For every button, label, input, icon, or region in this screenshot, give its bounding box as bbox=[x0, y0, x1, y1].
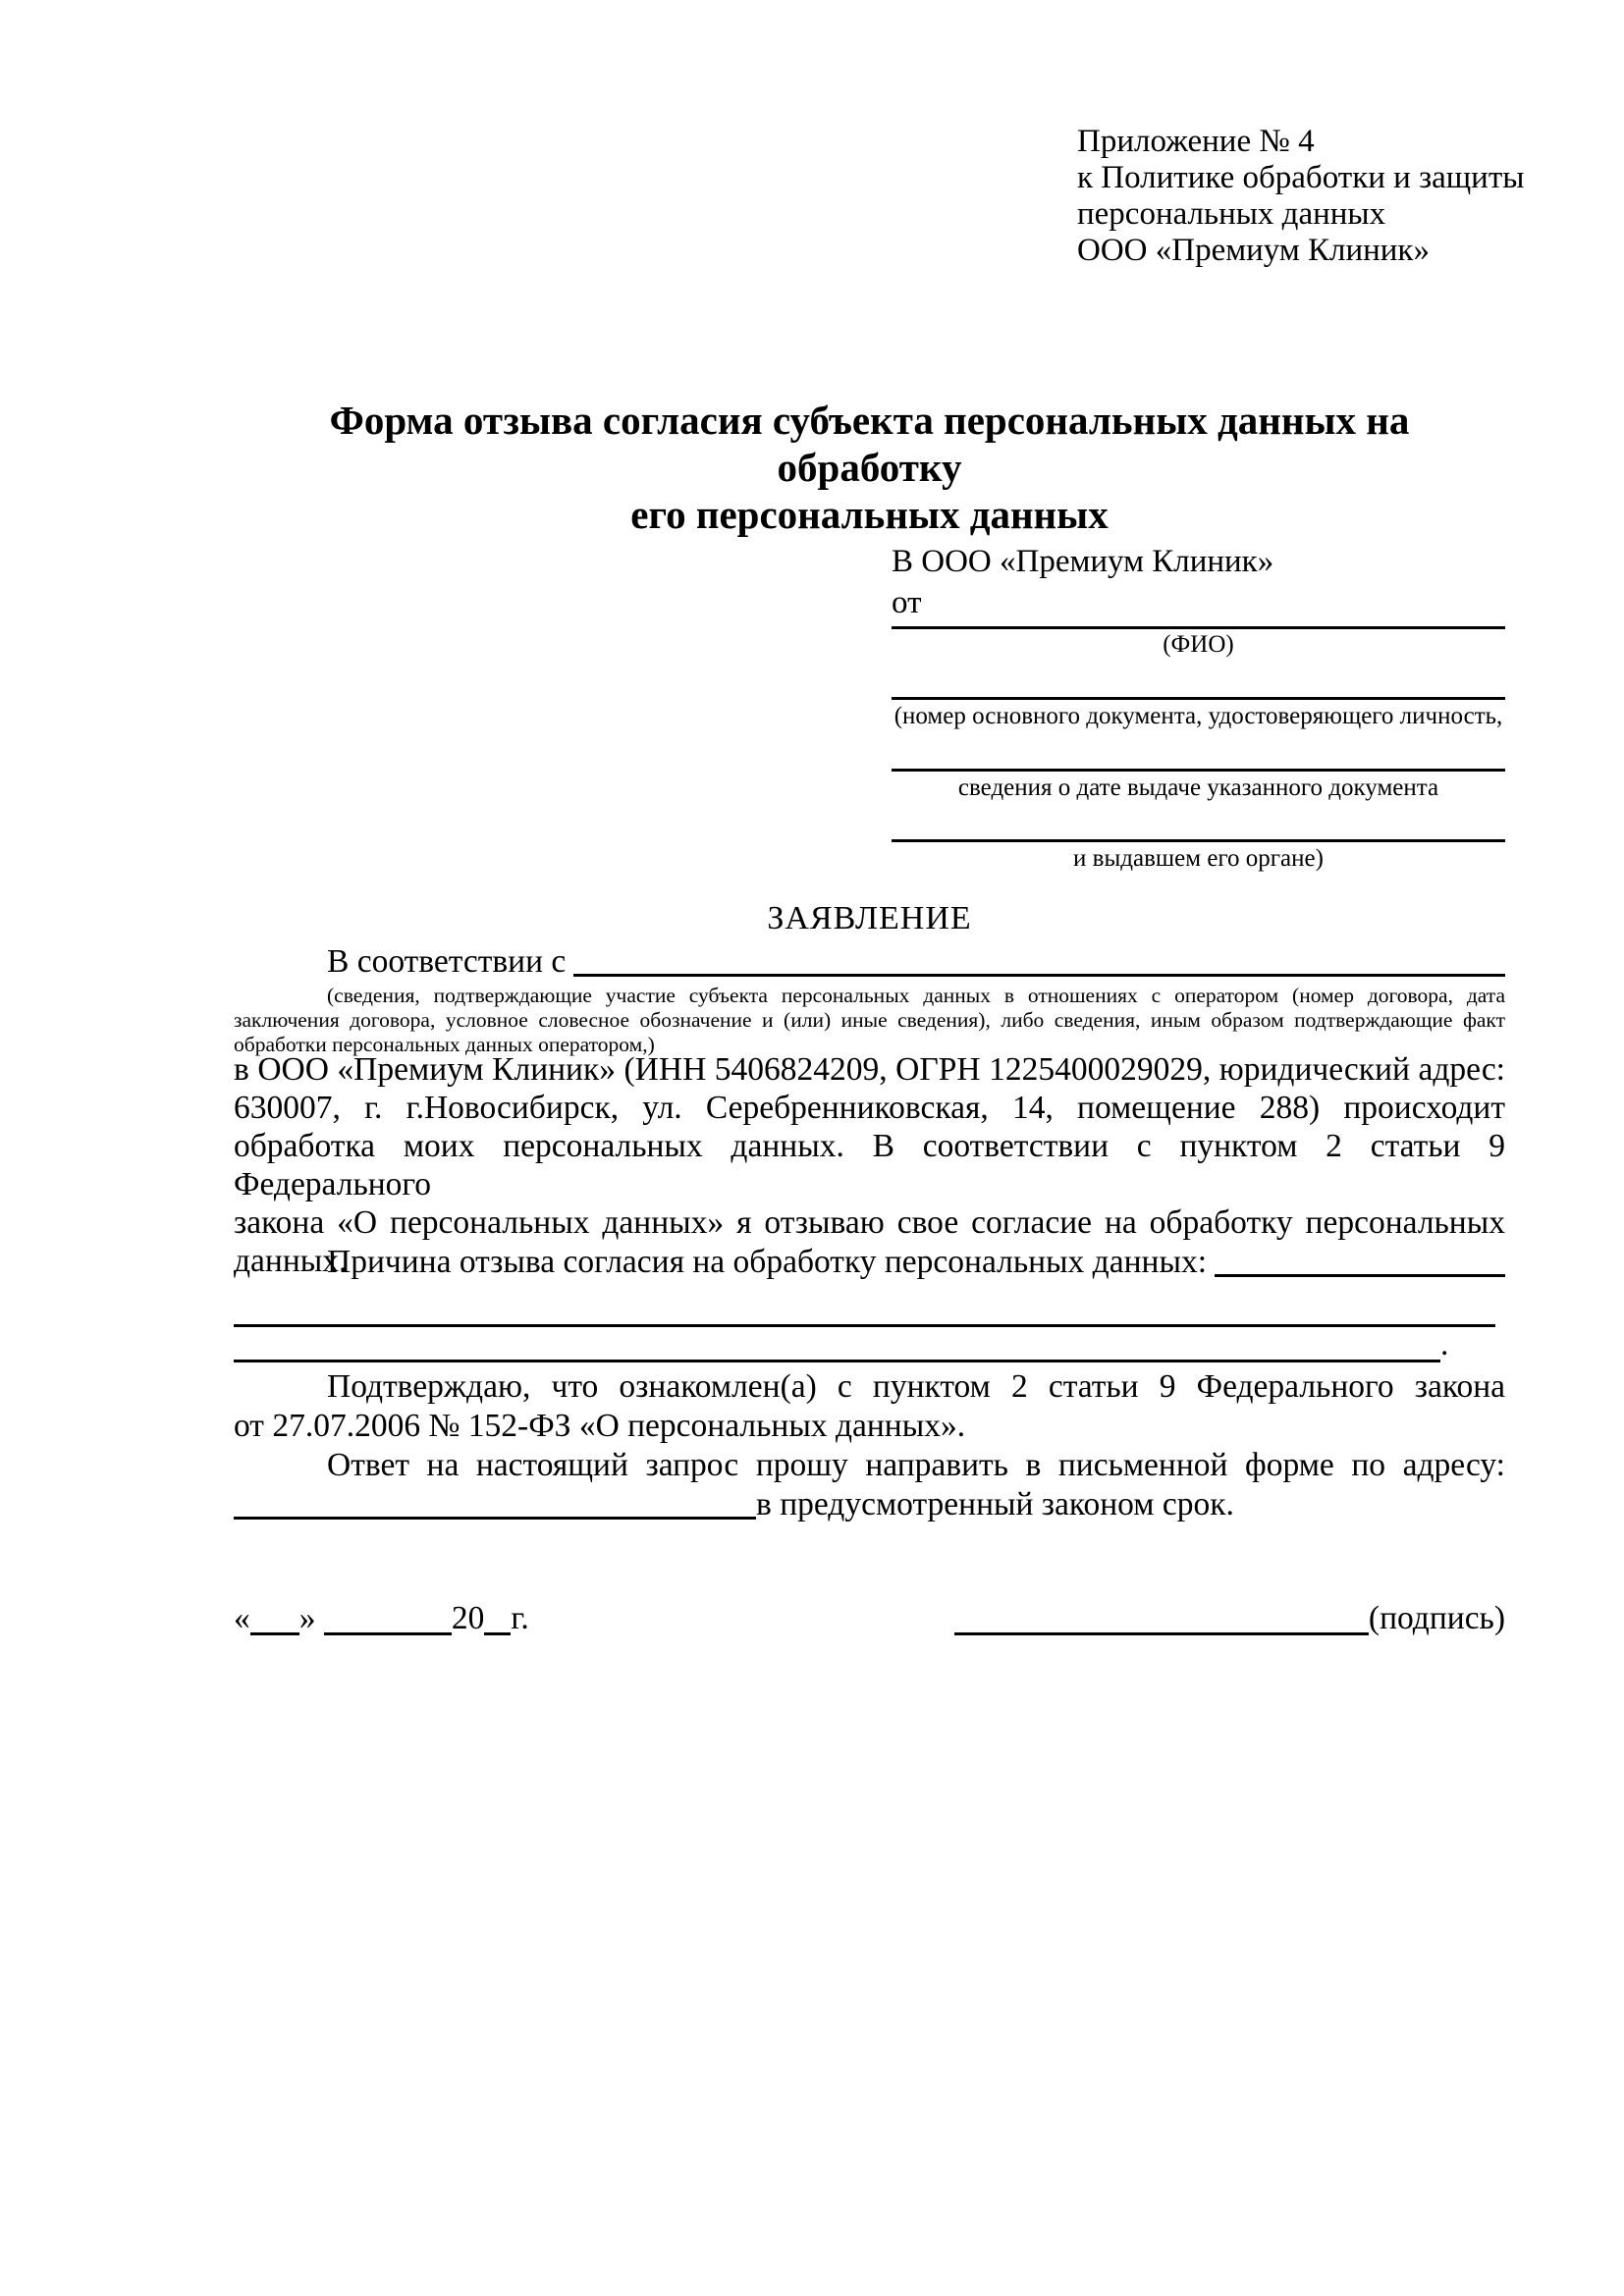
fio-field-caption: (ФИО) bbox=[1163, 631, 1234, 658]
confirmation-line: Подтверждаю, что ознакомлен(а) с пунктом 2 статьи 9 Федерального закона bbox=[327, 1368, 1505, 1405]
intro-row bbox=[234, 942, 1505, 982]
date-month-field-line[interactable] bbox=[324, 1629, 452, 1635]
appendix-line: Приложение № 4 bbox=[1077, 124, 1315, 159]
appendix-line: ООО «Премиум Клиник» bbox=[1077, 233, 1430, 268]
date-open-quote: « bbox=[234, 1600, 250, 1636]
date-close-quote: » bbox=[298, 1600, 316, 1636]
issuing-authority-field-line[interactable] bbox=[892, 839, 1505, 842]
intro-note-line: обработки персональных данных оператором,) bbox=[234, 1033, 655, 1056]
reply-request-line: Ответ на настоящий запрос прошу направить в письменной форме по адресу: bbox=[327, 1447, 1505, 1483]
signature-field-line[interactable] bbox=[954, 1629, 1369, 1635]
intro-note-line: заключения договора, условное словесное обозначение и (или) иные сведения), либо сведения, иным образом подтверждающие факт bbox=[234, 1008, 1505, 1032]
addressee-recipient: В ООО «Премиум Клиник» bbox=[892, 544, 1274, 579]
body-line: обработка моих персональных данных. В соответствии с пунктом 2 статьи 9 Федерального bbox=[234, 1128, 1505, 1202]
id-document-field-caption: (номер основного документа, удостоверяющего личность, bbox=[893, 703, 1503, 729]
id-document-field-line[interactable] bbox=[892, 697, 1505, 700]
reason-continuation-line-2 bbox=[234, 1327, 1505, 1362]
fio-field-line[interactable] bbox=[892, 626, 1505, 629]
issue-date-field-line[interactable] bbox=[892, 769, 1505, 772]
signature-caption: (подпись) bbox=[1368, 1600, 1505, 1636]
reason-field-line[interactable] bbox=[1215, 1243, 1505, 1277]
statement-heading: ЗАЯВЛЕНИЕ bbox=[767, 900, 972, 936]
document-title-line: Форма отзыва согласия субъекта персональных данных на обработку bbox=[329, 398, 1410, 490]
issue-date-field-caption: сведения о дате выдаче указанного документа bbox=[957, 774, 1439, 801]
reason-continuation-field-line[interactable] bbox=[234, 1330, 1440, 1362]
confirmation-line: от 27.07.2006 № 152-ФЗ «О персональных данных». bbox=[234, 1408, 966, 1444]
reason-lead-text: Причина отзыва согласия на обработку персональных данных: bbox=[327, 1244, 1208, 1280]
date-group bbox=[234, 1598, 529, 1639]
addressee-block bbox=[892, 542, 1505, 872]
signature-group bbox=[954, 1598, 1505, 1639]
reason-row bbox=[234, 1243, 1505, 1282]
appendix-reference-block bbox=[1077, 124, 1524, 269]
intro-note-line: (сведения, подтверждающие участие субъекта персональных данных в отношениях с оператором (номер договора, дата bbox=[327, 984, 1505, 1007]
reply-address-field-line[interactable] bbox=[234, 1485, 756, 1520]
date-signature-row bbox=[234, 1598, 1505, 1639]
intro-lead-text: В соответствии с bbox=[327, 943, 567, 980]
date-year-suffix: г. bbox=[511, 1600, 529, 1636]
date-year-prefix: 20 bbox=[451, 1600, 485, 1636]
addressee-from-label: от bbox=[892, 585, 922, 620]
reply-address-row bbox=[234, 1485, 1505, 1524]
date-day-field-line[interactable] bbox=[250, 1629, 299, 1635]
appendix-line: персональных данных bbox=[1077, 196, 1386, 232]
appendix-line: к Политике обработки и защиты bbox=[1077, 160, 1525, 195]
document-title bbox=[234, 397, 1505, 538]
intro-note bbox=[234, 984, 1505, 1057]
period-text: . bbox=[1440, 1326, 1449, 1362]
body-line: данных. bbox=[234, 1243, 348, 1279]
body-line: в ООО «Премиум Клиник» (ИНН 5406824209, ОГРН 1225400029029, юридический адрес: bbox=[234, 1051, 1505, 1088]
basis-field-line[interactable] bbox=[573, 942, 1505, 977]
body-line: 630007, г. г.Новосибирск, ул. Серебренниковская, 14, помещение 288) происходит bbox=[234, 1090, 1505, 1126]
issuing-authority-field-caption: и выдавшем его органе) bbox=[1073, 845, 1324, 872]
document-title-line: его персональных данных bbox=[630, 492, 1109, 537]
confirmation-paragraph bbox=[234, 1367, 1505, 1446]
body-line: закона «О персональных данных» я отзываю свое согласие на обработку персональных bbox=[234, 1204, 1505, 1241]
date-year-field-line[interactable] bbox=[484, 1629, 511, 1635]
reply-tail-text: в предусмотренный законом срок. bbox=[756, 1486, 1234, 1522]
